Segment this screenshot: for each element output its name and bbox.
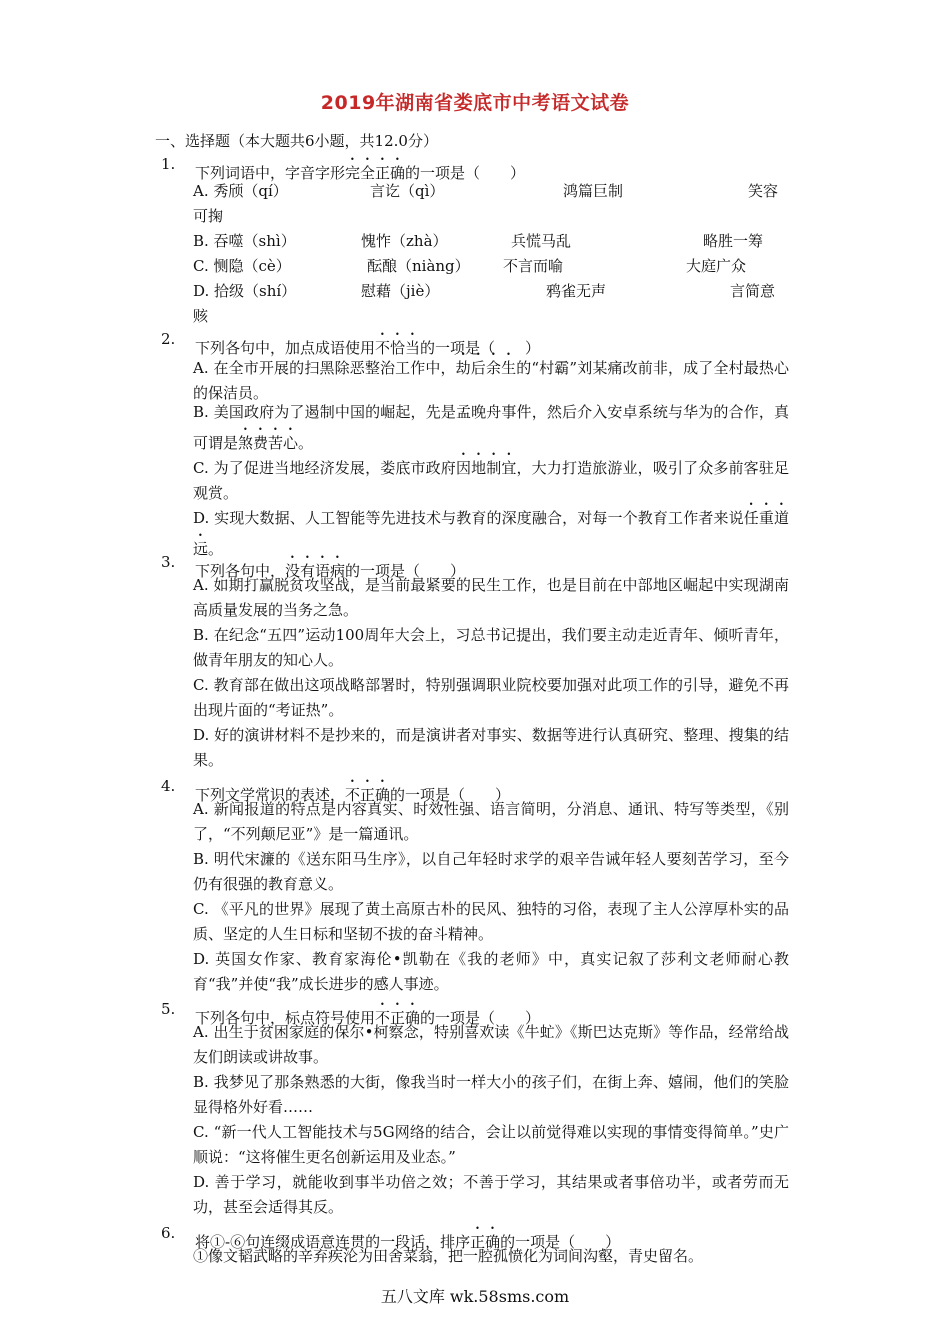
option-a: A. 新闻报道的特点是内容真实、时效性强、语言简明，分消息、通讯、特写等类型，《别了，“不列颠尼亚”》是一篇通讯。 bbox=[193, 800, 789, 843]
stem-text: 下列各句中，标点符号使用 bbox=[195, 1009, 376, 1027]
stem-text: 下列各句中，加点成语使用 bbox=[195, 339, 376, 357]
option-item: 不言而喻 bbox=[503, 257, 564, 275]
option-emphasis: 因地制宜 bbox=[455, 459, 517, 477]
option-c: C. “新一代人工智能技术与5G网络的结合，会让以前觉得难以实现的事情变得简单。”史广顺说：“这将催生更名创新运用及业态。” bbox=[193, 1123, 789, 1166]
option-item: D. 拾级（shí） bbox=[193, 282, 297, 300]
option-item: 略胜一筹 bbox=[703, 232, 764, 250]
option-item: 酝酿（niàng） bbox=[367, 257, 470, 275]
option-item: C. 恻隐（cè） bbox=[193, 257, 291, 275]
sentence-1: ①像文韬武略的辛弃疾沦为田舍菜翁，把一腔孤愤化为词间沟壑，青史留名。 bbox=[193, 1247, 704, 1265]
option-text: C. 为了促进当地经济发展，娄底市政府 bbox=[193, 459, 456, 477]
option-item: 笑容 bbox=[748, 182, 779, 200]
option-c bbox=[193, 450, 789, 506]
option-item: 慰藉（jiè） bbox=[361, 282, 440, 300]
option-a: A. 出生于贫困家庭的保尔•柯察念，特别喜欢读《牛虻》《斯巴达克斯》等作品，经常给战友们朗读或讲故事。 bbox=[193, 1023, 789, 1066]
option-item: 赅 bbox=[193, 307, 209, 325]
option-a: A. 如期打赢脱贫攻坚战，是当前最紧要的民生工作，也是目前在中部地区崛起中实现湖南高质量发展的当务之急。 bbox=[193, 576, 789, 619]
option-item: 愧怍（zhà） bbox=[361, 232, 448, 250]
option-item: 言简意 bbox=[730, 282, 776, 300]
option-text: 。 bbox=[208, 540, 224, 558]
option-d: D. 好的演讲材料不是抄来的，而是演讲者对事实、数据等进行认真研究、整理、搜集的结果。 bbox=[193, 726, 789, 769]
stem-text: 将①-⑥句连缀成语意连贯的一段话，排序 bbox=[195, 1233, 471, 1251]
question-number: 3. bbox=[161, 553, 176, 571]
option-b: B. 明代宋濂的《送东阳马生序》，以自己年轻时求学的艰辛告诫年轻人要刻苦学习，至今仍有很强的教育意义。 bbox=[193, 850, 789, 893]
stem-text: 下列文学常识的表述， bbox=[195, 786, 346, 804]
stem-text: 的一项是（ ） bbox=[420, 339, 541, 357]
stem-text: 的一项是（ ） bbox=[420, 1009, 541, 1027]
option-text: A. 在全市开展的扫黑除恶整治工作中， bbox=[193, 359, 456, 377]
option-a bbox=[193, 350, 789, 406]
page-title: 2019年湖南省娄底市中考语文试卷 bbox=[320, 92, 630, 114]
option-item: 鸦雀无声 bbox=[546, 282, 607, 300]
stem-text: 的一项是（ ） bbox=[405, 164, 526, 182]
option-text: 的“村霸”刘某痛改前非，成了全村最热心的保洁员。 bbox=[193, 359, 789, 402]
stem-emphasis: 正确 bbox=[470, 1233, 501, 1251]
option-item: 大庭广众 bbox=[686, 257, 747, 275]
option-text: ，大力打造旅游业，吸引了众多前客驻足观赏。 bbox=[193, 459, 789, 502]
section-heading: 一、选择题（本大题共6小题，共12.0分） bbox=[155, 132, 438, 150]
option-c: C. 教育部在做出这项战略部署时，特别强调职业院校要加强对此项工作的引导，避免不再出现片面的“考证热”。 bbox=[193, 676, 789, 719]
question-number: 2. bbox=[161, 330, 176, 348]
question-number: 6. bbox=[161, 1224, 176, 1242]
stem-text: 的一项是（ ） bbox=[345, 562, 466, 580]
question-stem bbox=[195, 155, 525, 183]
stem-emphasis: 不恰当 bbox=[375, 339, 421, 357]
stem-text: 下列词语中，字音字形 bbox=[195, 164, 346, 182]
stem-emphasis: 不正确 bbox=[345, 786, 391, 804]
stem-text: 的一项是（ ） bbox=[500, 1233, 621, 1251]
option-emphasis: 煞费苦心 bbox=[238, 434, 299, 452]
option-emphasis: 任重道远 bbox=[193, 509, 789, 558]
stem-emphasis: 没有语病 bbox=[285, 562, 346, 580]
option-item: 鸿篇巨制 bbox=[563, 182, 624, 200]
option-item: 兵慌马乱 bbox=[511, 232, 572, 250]
option-item: 可掬 bbox=[193, 207, 224, 225]
option-text: B. 美国政府为了遏制中国的崛起，先是孟晚舟事件，然后介入安卓系统与华为的合作，真可谓是 bbox=[193, 403, 789, 452]
question-number: 5. bbox=[161, 1000, 176, 1018]
stem-text: 下列各句中， bbox=[195, 562, 286, 580]
option-b bbox=[193, 400, 789, 456]
option-text: D. 实现大数据、人工智能等先进技术与教育的深度融合，对每一个教育工作者来说 bbox=[193, 509, 744, 527]
stem-emphasis: 完全正确 bbox=[345, 164, 406, 182]
question-number: 4. bbox=[161, 777, 176, 795]
option-text: 。 bbox=[298, 434, 314, 452]
option-b: B. 在纪念“五四”运动100周年大会上，习总书记提出，我们要主动走近青年、倾听青年，做青年朋友的知心人。 bbox=[193, 626, 789, 669]
option-item: B. 吞噬（shì） bbox=[193, 232, 296, 250]
option-item: A. 秀颀（qí） bbox=[193, 182, 288, 200]
option-d: D. 善于学习，就能收到事半功倍之效；不善于学习，其结果或者事倍功半，或者劳而无功，甚至会适得其反。 bbox=[193, 1173, 789, 1216]
option-emphasis: 劫后余生 bbox=[455, 359, 517, 377]
stem-emphasis: 不正确 bbox=[375, 1009, 421, 1027]
option-d: D. 英国女作家、教育家海伦•凯勒在《我的老师》中，真实记叙了莎利文老师耐心教育“我”并使“我”成长进步的感人事迹。 bbox=[193, 950, 789, 993]
option-c: C. 《平凡的世界》展现了黄土高原古朴的民风、独特的习俗，表现了主人公淳厚朴实的品质、坚定的人生日标和坚韧不拔的奋斗精神。 bbox=[193, 900, 789, 943]
footer-watermark: 五八文库 wk.58sms.com bbox=[380, 1287, 570, 1306]
stem-text: 的一项是（ ） bbox=[390, 786, 511, 804]
option-b: B. 我梦见了那条熟悉的大街，像我当时一样大小的孩子们，在街上奔、嬉闹，他们的笑脸显得格外好看…… bbox=[193, 1073, 789, 1116]
question-number: 1. bbox=[161, 155, 176, 173]
option-item: 言讫（qì） bbox=[370, 182, 445, 200]
